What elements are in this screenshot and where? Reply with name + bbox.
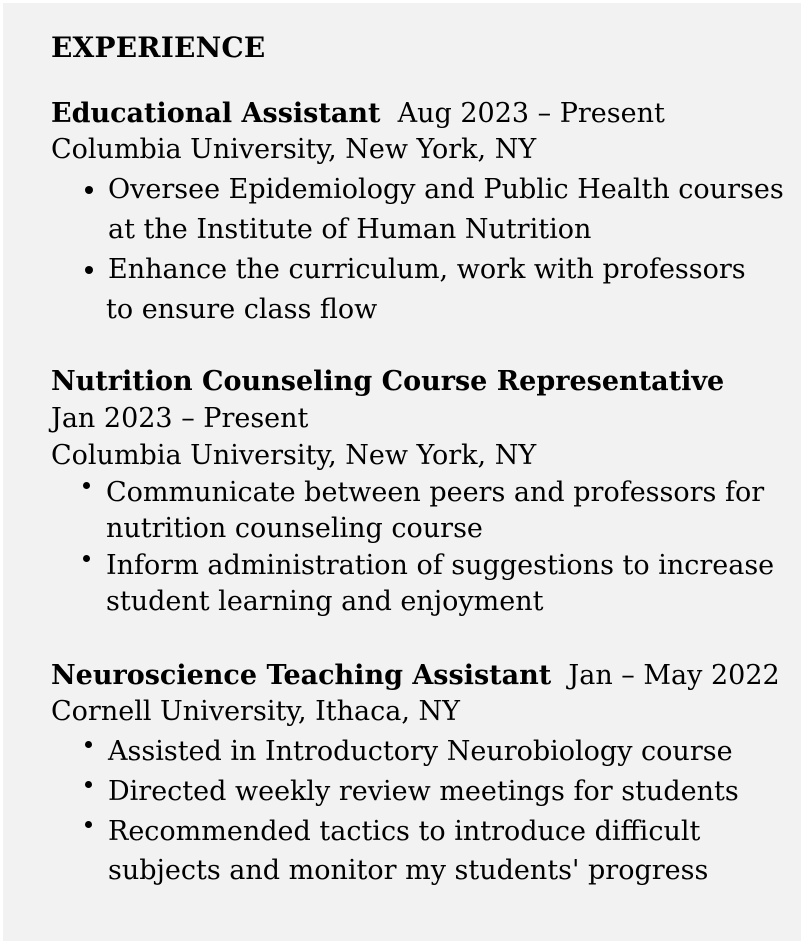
job-dates: Jan 2023 – Present (51, 403, 309, 434)
bullet-text: Recommended tactics to introduce difficult (108, 816, 701, 847)
job-title: Educational Assistant (51, 98, 381, 129)
bullet-icon (83, 482, 90, 489)
bullet-text: Assisted in Introductory Neurobiology course (108, 736, 733, 767)
bullet-text-continued: nutrition counseling course (106, 513, 483, 544)
bullet-icon (85, 266, 93, 274)
bullet-text: Enhance the curriculum, work with professors (108, 254, 746, 285)
bullet-icon (85, 741, 92, 748)
section-heading: EXPERIENCE (51, 31, 266, 64)
bullet-icon (83, 555, 90, 562)
job-header (51, 658, 780, 694)
job-header (51, 96, 665, 132)
job-organization: Cornell University, Ithaca, NY (51, 696, 460, 727)
bullet-text: Oversee Epidemiology and Public Health courses (108, 174, 784, 205)
bullet-text-continued: to ensure class flow (106, 294, 378, 325)
job-title: Nutrition Counseling Course Representative (51, 366, 725, 397)
resume-panel (3, 3, 801, 941)
bullet-text-continued: at the Institute of Human Nutrition (108, 214, 592, 245)
job-organization: Columbia University, New York, NY (51, 134, 537, 165)
bullet-icon (85, 781, 92, 788)
bullet-text: Directed weekly review meetings for students (108, 776, 739, 807)
bullet-icon (85, 186, 93, 194)
job-organization: Columbia University, New York, NY (51, 440, 537, 471)
job-dates: Aug 2023 – Present (397, 98, 665, 129)
bullet-text-continued: subjects and monitor my students' progress (108, 855, 709, 886)
job-title: Neuroscience Teaching Assistant (51, 660, 552, 691)
job-dates: Jan – May 2022 (568, 660, 780, 691)
bullet-text-continued: student learning and enjoyment (106, 586, 544, 617)
bullet-icon (85, 821, 92, 828)
bullet-text: Communicate between peers and professors for (106, 477, 765, 508)
bullet-text: Inform administration of suggestions to increase (106, 550, 775, 581)
